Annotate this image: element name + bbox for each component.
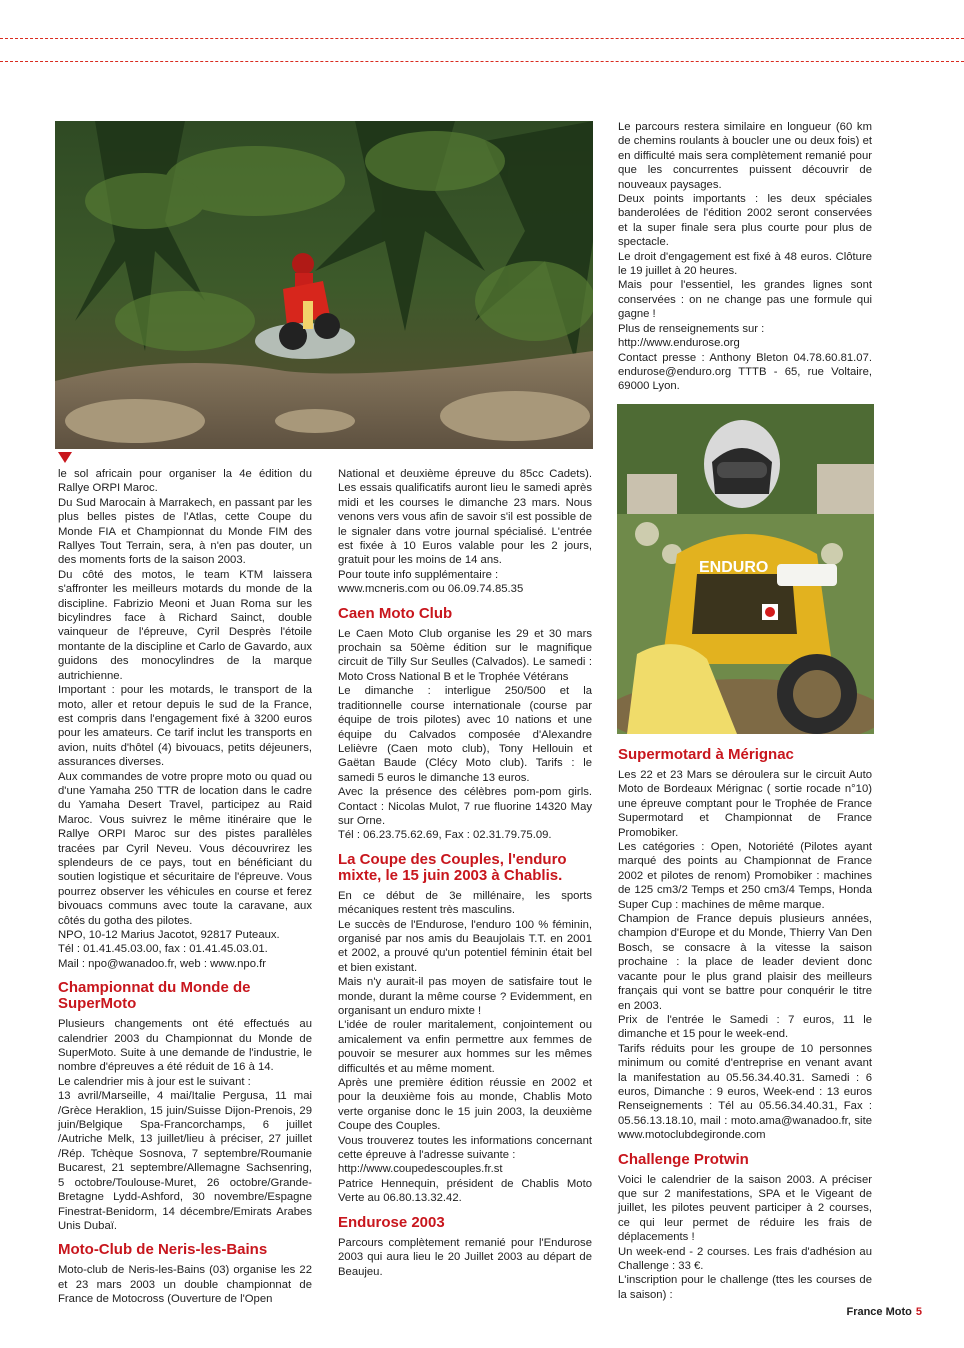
paragraph: Un week-end - 2 courses. Les frais d'adhésion au Challenge : 33 €. <box>618 1245 872 1272</box>
paragraph: Mais pour l'essentiel, les grandes lignes sont conservées : on ne change pas une formule qui gagne ! <box>618 279 872 321</box>
paragraph: http://www.endurose.org <box>618 337 740 350</box>
column-1 <box>58 467 312 1307</box>
paragraph: Contact presse : Anthony Bleton 04.78.60.81.07. endurose@enduro.org TTTB - 65, rue Voltaire, 69000 Lyon. <box>618 351 872 393</box>
section-title-supermoto: Championnat du Monde de SuperMoto <box>58 979 251 1013</box>
dashed-rule-bottom <box>0 61 964 62</box>
paragraph: Mais n'y aurait-il pas moyen de satisfaire tout le monde, durant la même course ? Evidemment, en organisant un enduro mixte ! <box>338 976 592 1017</box>
paragraph: Tél : 01.41.45.03.00, fax : 01.41.45.03.01. <box>58 943 268 956</box>
paragraph: Patrice Hennequin, président de Chablis Moto Verte au 06.80.13.32.42. <box>338 1177 592 1205</box>
paragraph: 13 avril/Marseille, 4 mai/Italie Pergusa, 11 mai /Grèce Heraklion, 15 juin/Suisse Dijon-Prenois, 29 juin/Belgique Spa-Francorchamps, 6 juillet /Autriche Melk, 13 juillet/lieu à préciser, 27 juillet /Rép. Tchèque Sosnova, 7 septembre/Roumanie Bucarest, 21 septembre/Allemagne Sachsenring, 5 octobre/Toulouse-Muret, 26 octobre/Grande-Bretagne Lydd-Ashford, 30 novembre/Espagne Finestrat-Benidorm, 14 décembre/Emirats Arabes Unis Dubaï. <box>58 1090 312 1232</box>
paragraph: Mail : npo@wanadoo.fr, web : www.npo.fr <box>58 957 267 970</box>
page-number: 5 <box>915 1306 922 1318</box>
page-footer <box>846 1306 922 1318</box>
section-title-protwin: Challenge Protwin <box>618 1150 749 1168</box>
section-title-couples: La Coupe des Couples, l'enduro mixte, le 15 juin 2003 à Chablis. <box>338 850 567 884</box>
paragraph: Le Caen Moto Club organise les 29 et 30 mars prochain sa 50ème édition sur le magnifique circuit de Tilly Sur Seulles (Calvados). Le samedi : Moto Cross National B et le Trophée Vétérans <box>338 627 592 683</box>
column-3-bottom <box>618 738 872 1302</box>
paragraph: Aux commandes de votre propre moto ou quad ou d'une Yamaha 250 TTR de location dans le cadre du Yamaha Desert Travel, participez au Raid Maroc. Vous suivrez le même itinéraire que le Rallye ORPI Maroc sur des pistes parallèles tracées par Cyril Neveu. Vous découvrirez les splendeurs de ce pays, tout en bénéficiant du soutien logistique et sécuritaire de l'épreuve. Vous pourrez observer les véhicules en course et ferez bivouacs communs avec toute la caravane, aux côtés du gotha des pilotes. <box>58 770 312 927</box>
paragraph: Vous trouverez toutes les informations concernant cette épreuve à l'adresse suivante : <box>338 1134 592 1162</box>
paragraph: Le succès de l'Endurose, l'enduro 100 % féminin, organisé par nos amis du Beaujolais T.T. en 2001 et 2002, a prouvé qu'un potentiel féminin était bel et bien existant. <box>338 918 592 974</box>
paragraph: Les catégories : Open, Notoriété (Pilotes ayant marqué des points au Championnat de France 2002 et pilotes de renom) Promobiker : machines de 125 cm3/2 Temps et 250 cm3/4 Temps, Honda Super Cup : machines de même marque. <box>618 841 872 911</box>
paragraph: National et deuxième épreuve du 85cc Cadets). Les essais qualificatifs auront lieu le samedi après midi et les courses le dimanche 23 mars. Nous venons vers vous afin de savoir s'il est possible de le signaler dans votre journal spécialisé. L'entrée est fixée à 10 Euros valable pour les 2 jours, gratuit pour les moins de 14 ans. <box>338 468 592 567</box>
paragraph: Voici le calendrier de la saison 2003. A préciser que sur 2 manifestations, SPA et le Vigeant de juillet, les pilotes peuvent participer à 2 courses, ce qui leur permet de réduire les frais de déplacements ! <box>618 1173 872 1244</box>
paragraph: Le droit d'engagement est fixé à 48 euros. Clôture le 19 juillet à 20 heures. <box>618 250 872 278</box>
paragraph: L'idée de rouler maritalement, conjointement ou amicalement va enfin permettre aux femmes de pouvoir se mesurer aux hommes sur les mêmes difficultés et au même moment. <box>338 1019 592 1075</box>
paragraph: Du Sud Marocain à Marrakech, en passant par les plus belles pistes de l'Atlas, cette Coupe du Monde FIA et Championnat du Monde FIM des Rallyes Tout Terrain, sera, à n'en pas douter, un des moments forts de la saison 2003. <box>58 496 312 567</box>
paragraph: Deux points importants : les deux spéciales banderolées de l'édition 2002 seront conservées et la super finale sera plus courte pour plus de spectacle. <box>618 193 872 249</box>
column-3-top <box>618 120 872 394</box>
paragraph: Moto-club de Neris-les-Bains (03) organise les 22 et 23 mars 2003 un double championnat de France de Motocross (Ouverture de l'Open <box>58 1264 312 1306</box>
paragraph: En ce début de 3e millénaire, les sports mécaniques restent très masculins. <box>338 889 592 917</box>
paragraph: Après une première édition réussie en 2002 et pour la deuxième fois au monde, Chablis Moto verte organise donc le 15 juin 2003, la deuxième Coupe des Couples. <box>338 1077 592 1133</box>
paragraph: Important : pour les motards, le transport de la moto, aller et retour depuis le sud de la France, est compris dans l'engagement fixé à 3200 euros pour les amateurs. Ce tarif inclut les transports en avion, nuits d'hôtel (4) bivouacs, petits déjeuners, assurances diverses. <box>58 684 312 769</box>
paragraph: L'inscription pour le challenge (ttes les courses de la saison) : <box>618 1274 872 1301</box>
paragraph: www.mcneris.com ou 06.09.74.85.35 <box>338 583 524 596</box>
paragraph: NPO, 10-12 Marius Jacotot, 92817 Puteaux. <box>58 929 280 941</box>
paragraph: Les 22 et 23 Mars se déroulera sur le circuit Auto Moto de Bordeaux Mérignac ( sortie rocade n°10) une épreuve comptant pour le Trophée de France Supermotard et Championnat de France Promobiker. <box>618 769 872 839</box>
caption-marker-icon <box>58 452 72 463</box>
dashed-rule-top <box>0 38 964 39</box>
paragraph: Pour toute info supplémentaire : <box>338 568 499 581</box>
paragraph: Tarifs réduits pour les groupe de 10 personnes minimum ou comité d'entreprise en venant avant la manifestation au 05.56.34.40.31. Samedi : 6 euros, Dimanche : 9 euros, Week-end : 13 euros Renseignements : Tél au 05.56.34.40.31, Fax : 05.56.13.18.10, mail : moto.ama@wanadoo.fr, site www.motoclubdegironde.com <box>618 1042 872 1142</box>
paragraph: Le parcours restera similaire en longueur (60 km de chemins roulants à boucler une ou deux fois) et en difficulté mais sera complètement remanié pour que les concurrentes puissent découvrir de nouveaux paysages. <box>618 121 872 191</box>
section-title-merignac: Supermotard à Mérignac <box>618 746 794 763</box>
column-2 <box>338 467 592 1279</box>
paragraph: Tél : 06.23.75.62.69, Fax : 02.31.79.75.09. <box>338 829 552 842</box>
paragraph: Plus de renseignements sur : <box>618 322 765 335</box>
paragraph: Le calendrier mis à jour est le suivant : <box>58 1075 251 1088</box>
magazine-name: France Moto <box>846 1306 912 1318</box>
paragraph: Champion de France depuis plusieurs années, champion d'Europe et du Monde, Thierry Van Den Bosch, se consacre à la vitesse la saison prochaine : la place de leader devient donc vacante pour le plus grand plaisir des meilleurs français qui vont se battre pour conquérir le titre en 2003. <box>618 913 872 1012</box>
section-title-endurose: Endurose 2003 <box>338 1213 445 1231</box>
enduro-photo <box>617 404 874 734</box>
section-title-caen: Caen Moto Club <box>338 604 453 622</box>
paragraph: le sol africain pour organiser la 4e édition du Rallye ORPI Maroc. <box>58 468 312 495</box>
paragraph: http://www.coupedescouples.fr.st <box>338 1163 503 1176</box>
section-title-neris: Moto-Club de Neris-les-Bains <box>58 1241 268 1259</box>
paragraph: Du côté des motos, le team KTM laissera s'affronter les meilleurs motards du monde de la discipline. Fabrizio Meoni et Juan Roma sur les bicylindres face à Richard Sainct, double vainqueur de l'épreuve, Cyril Desprès l'étoile montante de la discipline et Carlo de Gavardo, aux guidons des monocylindres de la marque autrichienne. <box>58 568 312 682</box>
jersey-text: ENDURO <box>699 559 769 576</box>
paragraph: Avec la présence des célèbres pom-pom girls. Contact : Nicolas Mulot, 7 rue fluorine 14320 May sur Orne. <box>338 786 592 827</box>
rally-photo <box>55 121 593 449</box>
paragraph: Prix de l'entrée le Samedi : 7 euros, 11 le dimanche et 15 pour le week-end. <box>618 1013 872 1041</box>
paragraph: Plusieurs changements ont été effectués au calendrier 2003 du Championnat du Monde de SuperMoto. Suite à une demande de l'industrie, le nombre d'épreuves a été réduit de 16 à 14. <box>58 1018 312 1074</box>
paragraph: Parcours complètement remanié pour l'Endurose 2003 qui aura lieu le 20 Juillet 2003 au départ de Beaujeu. <box>338 1236 592 1278</box>
paragraph: Le dimanche : interligue 250/500 et la traditionnelle course internationale (course par équipe de trois pilotes) avec 10 nations et une équipe du Calvados composée d'Alexandre Lelièvre (Caen moto club), Tony Hellouin et Gaëtan Baude (Clécy Moto club). Tarifs : le samedi 5 euros le dimanche 13 euros. <box>338 685 592 784</box>
